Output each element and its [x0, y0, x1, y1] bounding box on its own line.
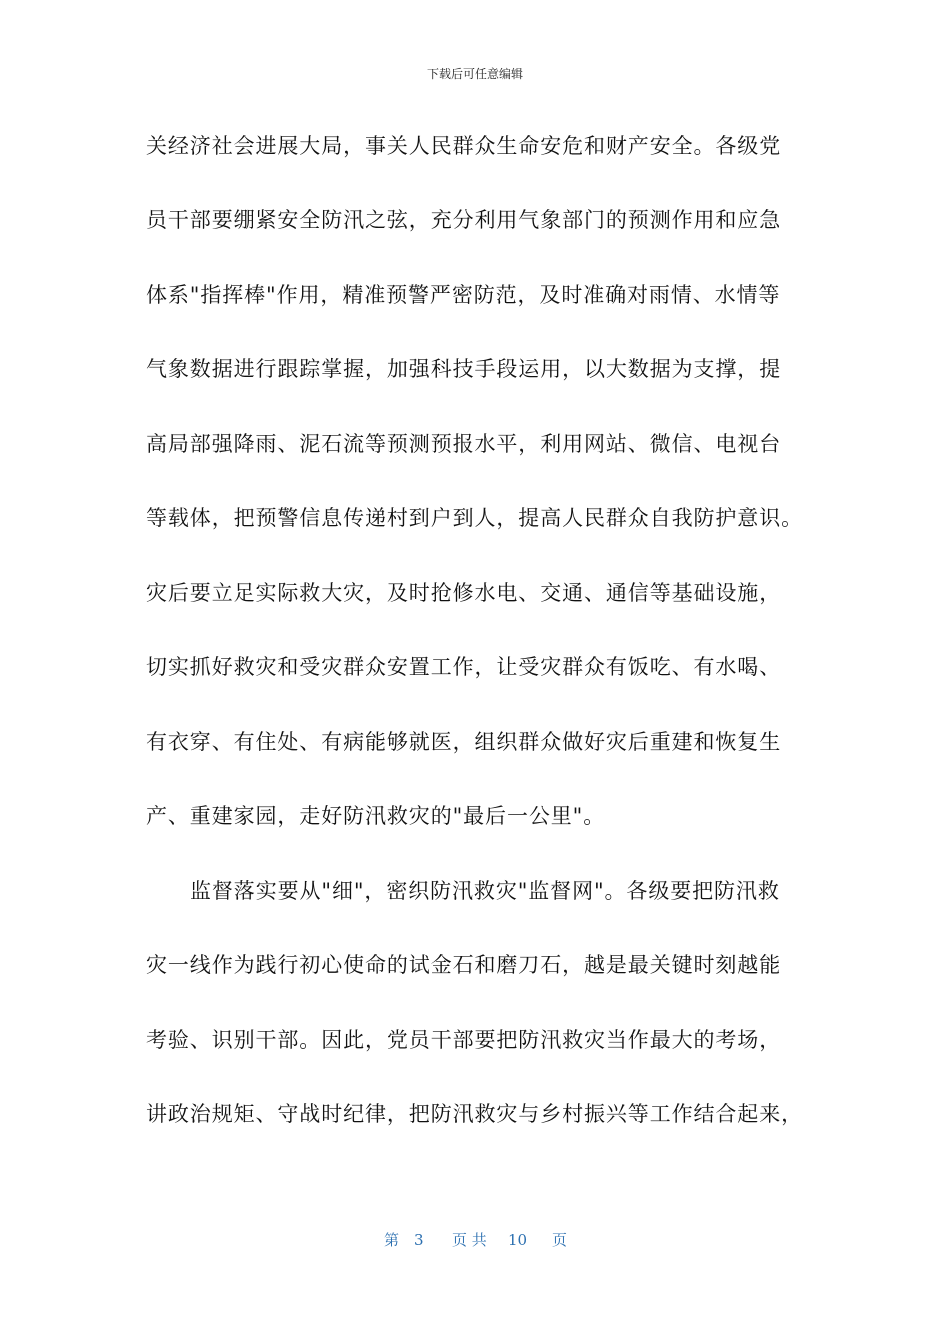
- footer-suffix: 页: [552, 1231, 568, 1249]
- text-line: 灾一线作为践行初心使命的试金石和磨刀石，越是最关键时刻越能: [146, 953, 782, 977]
- page-footer: [0, 1229, 950, 1251]
- paragraph-first-line: 监督落实要从"细"，密织防汛救灾"监督网"。各级要把防汛救: [190, 879, 780, 903]
- text-line: 灾后要立足实际救大灾，及时抢修水电、交通、通信等基础设施，: [146, 581, 782, 605]
- footer-middle: 页 共: [452, 1231, 487, 1249]
- text-line: 气象数据进行跟踪掌握，加强科技手段运用，以大数据为支撑，提: [146, 357, 782, 381]
- footer-prefix: 第: [384, 1231, 400, 1249]
- text-line: 体系"指挥棒"作用，精准预警严密防范，及时准确对雨情、水情等: [146, 283, 781, 307]
- text-line: 产、重建家园，走好防汛救灾的"最后一公里"。: [146, 804, 606, 828]
- text-line: 员干部要绷紧安全防汛之弦，充分利用气象部门的预测作用和应急: [146, 208, 782, 232]
- text-line: 关经济社会进展大局，事关人民群众生命安危和财产安全。各级党: [146, 134, 782, 158]
- footer-total-pages: 10: [508, 1231, 528, 1249]
- footer-current-page: 3: [414, 1231, 424, 1249]
- text-line: 讲政治规矩、守战时纪律，把防汛救灾与乡村振兴等工作结合起来，: [146, 1102, 803, 1126]
- text-line: 考验、识别干部。因此，党员干部要把防汛救灾当作最大的考场，: [146, 1028, 782, 1052]
- text-line: 等载体，把预警信息传递村到户到人，提高人民群众自我防护意识。: [146, 506, 803, 530]
- text-line: 切实抓好救灾和受灾群众安置工作，让受灾群众有饭吃、有水喝、: [146, 655, 782, 679]
- page-header-note: 下载后可任意编辑: [426, 67, 523, 81]
- text-line: 高局部强降雨、泥石流等预测预报水平，利用网站、微信、电视台: [146, 432, 782, 456]
- text-line: 有衣穿、有住处、有病能够就医，组织群众做好灾后重建和恢复生: [146, 730, 782, 754]
